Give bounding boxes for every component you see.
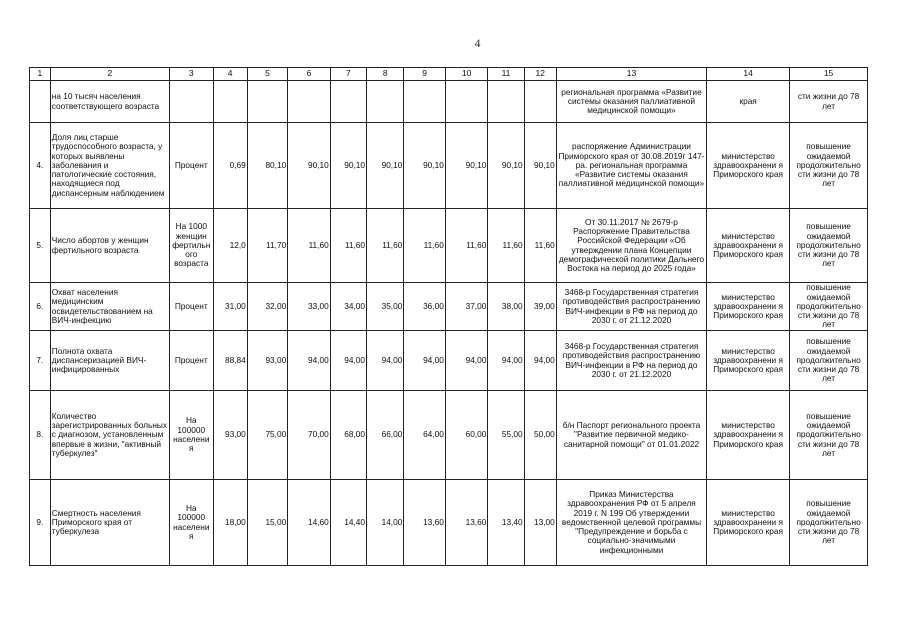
value-cell: 94,00 <box>524 331 556 391</box>
executor-cell: министерство здравоохранени я Приморского края <box>707 480 790 566</box>
indicator-name-cell: Число абортов у женщин фертильного возраста <box>50 209 169 283</box>
table-row <box>30 283 868 331</box>
value-cell: 36,00 <box>404 283 445 331</box>
indicator-name-cell: Количество зарегистрированных больных с диагнозом, установленным впервые в жизни, "активный туберкулез" <box>50 391 169 480</box>
document-cell: 3468-р Государственная стратегия противодействия распространению ВИЧ-инфекции в РФ на период до 2030 г. от 21.12.2020 <box>556 283 706 331</box>
col-header: 10 <box>445 68 488 81</box>
unit-cell <box>170 81 214 123</box>
value-cell: 11,70 <box>247 209 287 283</box>
value-cell: 50,00 <box>524 391 556 480</box>
value-cell <box>247 81 287 123</box>
indicator-name-cell: на 10 тысяч населения соответствующего возраста <box>50 81 169 123</box>
unit-cell: Процент <box>170 123 214 209</box>
col-header: 9 <box>404 68 445 81</box>
page-number: 4 <box>474 36 481 50</box>
unit-cell: Процент <box>170 331 214 391</box>
value-cell: 35,00 <box>367 283 404 331</box>
table-row <box>30 391 868 480</box>
value-cell: 11,60 <box>288 209 331 283</box>
document-cell: От 30.11.2017 № 2679-р Распоряжение Правительства Российской Федерации «Об утверждении плана Концепции демографической политики Дальнего Востока на период до 2025 года» <box>556 209 706 283</box>
document-cell: распоряжение Администрации Приморского края от 30.08.2019г 147-ра. региональная программа «Развитие системы оказания паллиативной медицинской помощи» <box>556 123 706 209</box>
row-number-cell <box>30 81 51 123</box>
value-cell: 64,00 <box>404 391 445 480</box>
value-cell: 75,00 <box>247 391 287 480</box>
indicator-name-cell: Смертность населения Приморского края от туберкулеза <box>50 480 169 566</box>
value-cell: 90,10 <box>488 123 524 209</box>
value-cell: 66,00 <box>367 391 404 480</box>
document-cell: региональная программа «Развитие системы оказания паллиативной медицинской помощи» <box>556 81 706 123</box>
table-row <box>30 480 868 566</box>
row-number-cell: 8. <box>30 391 51 480</box>
value-cell <box>404 81 445 123</box>
table-row <box>30 209 868 283</box>
value-cell <box>445 81 488 123</box>
unit-cell: Процент <box>170 283 214 331</box>
executor-cell: министерство здравоохранени я Приморского края <box>707 391 790 480</box>
col-header: 13 <box>556 68 706 81</box>
table-row <box>30 123 868 209</box>
indicator-name-cell: Доля лиц старше трудоспособного возраста, у которых выявлены заболевания и патологические состояния, находящиеся под диспансерным наблюдением <box>50 123 169 209</box>
executor-cell: министерство здравоохранени я Приморского края <box>707 283 790 331</box>
result-cell: повышение ожидаемой продолжительно сти жизни до 78 лет <box>790 391 868 480</box>
col-header: 14 <box>707 68 790 81</box>
value-cell: 90,10 <box>404 123 445 209</box>
unit-cell: На 100000 населени я <box>170 391 214 480</box>
col-header: 12 <box>524 68 556 81</box>
col-header: 4 <box>213 68 247 81</box>
value-cell: 93,00 <box>213 391 247 480</box>
value-cell: 55,00 <box>488 391 524 480</box>
result-cell: повышение ожидаемой продолжительно сти жизни до 78 лет <box>790 283 868 331</box>
col-header: 1 <box>30 68 51 81</box>
value-cell: 94,00 <box>367 331 404 391</box>
value-cell: 94,00 <box>488 331 524 391</box>
value-cell: 94,00 <box>445 331 488 391</box>
value-cell: 32,00 <box>247 283 287 331</box>
value-cell: 13,60 <box>404 480 445 566</box>
result-cell: повышение ожидаемой продолжительно сти жизни до 78 лет <box>790 480 868 566</box>
value-cell: 94,00 <box>330 331 366 391</box>
result-cell: повышение ожидаемой продолжительно сти жизни до 78 лет <box>790 209 868 283</box>
value-cell: 13,00 <box>524 480 556 566</box>
value-cell <box>288 81 331 123</box>
value-cell: 11,60 <box>524 209 556 283</box>
table-row <box>30 81 868 123</box>
executor-cell: министерство здравоохранени я Приморского края <box>707 209 790 283</box>
col-header: 15 <box>790 68 868 81</box>
document-cell: б/н Паспорт регионального проекта "Развитие первичной медико-санитарной помощи" от 01.01.2022 <box>556 391 706 480</box>
indicator-name-cell: Полнота охвата диспансеризацией ВИЧ-инфицированных <box>50 331 169 391</box>
value-cell: 38,00 <box>488 283 524 331</box>
value-cell <box>367 81 404 123</box>
row-number-cell: 5. <box>30 209 51 283</box>
value-cell: 60,00 <box>445 391 488 480</box>
value-cell: 13,40 <box>488 480 524 566</box>
row-number-cell: 7. <box>30 331 51 391</box>
value-cell: 68,00 <box>330 391 366 480</box>
value-cell: 13,60 <box>445 480 488 566</box>
unit-cell: На 1000 женщин фертильн ого возраста <box>170 209 214 283</box>
value-cell: 70,00 <box>288 391 331 480</box>
unit-cell: На 100000 населени я <box>170 480 214 566</box>
col-header: 2 <box>50 68 169 81</box>
value-cell: 90,10 <box>445 123 488 209</box>
value-cell: 93,00 <box>247 331 287 391</box>
value-cell: 34,00 <box>330 283 366 331</box>
indicator-name-cell: Охват населения медицинским освидетельствованием на ВИЧ-инфекцию <box>50 283 169 331</box>
value-cell: 14,60 <box>288 480 331 566</box>
value-cell: 12,0 <box>213 209 247 283</box>
col-header: 6 <box>288 68 331 81</box>
result-cell: сти жизни до 78 лет <box>790 81 868 123</box>
value-cell: 11,60 <box>330 209 366 283</box>
value-cell <box>330 81 366 123</box>
value-cell: 11,60 <box>488 209 524 283</box>
value-cell: 14,00 <box>367 480 404 566</box>
value-cell: 11,60 <box>404 209 445 283</box>
row-number-cell: 9. <box>30 480 51 566</box>
value-cell: 94,00 <box>404 331 445 391</box>
executor-cell: министерство здравоохранени я Приморского края <box>707 331 790 391</box>
value-cell: 39,00 <box>524 283 556 331</box>
value-cell: 15,00 <box>247 480 287 566</box>
col-header: 3 <box>170 68 214 81</box>
col-header: 11 <box>488 68 524 81</box>
value-cell <box>213 81 247 123</box>
executor-cell: края <box>707 81 790 123</box>
header-row <box>30 68 868 81</box>
value-cell: 88,84 <box>213 331 247 391</box>
row-number-cell: 4. <box>30 123 51 209</box>
value-cell: 90,10 <box>330 123 366 209</box>
table-body <box>30 68 868 566</box>
executor-cell: министерство здравоохранени я Приморского края <box>707 123 790 209</box>
col-header: 8 <box>367 68 404 81</box>
value-cell: 90,10 <box>367 123 404 209</box>
document-cell: Приказ Министерства здравоохранения РФ от 5 апреля 2019 г. N 199 Об утверждении ведомственной целевой программы "Предупреждение и борьба с социально-значимыми инфекционными <box>556 480 706 566</box>
value-cell: 80,10 <box>247 123 287 209</box>
value-cell: 90,10 <box>288 123 331 209</box>
value-cell: 11,60 <box>367 209 404 283</box>
value-cell: 90,10 <box>524 123 556 209</box>
value-cell: 0,69 <box>213 123 247 209</box>
document-cell: 3468-р Государственная стратегия противодействия распространению ВИЧ-инфекции в РФ на период до 2030 г. от 21.12.2020 <box>556 331 706 391</box>
value-cell: 37,00 <box>445 283 488 331</box>
value-cell: 33,00 <box>288 283 331 331</box>
value-cell <box>488 81 524 123</box>
result-cell: повышение ожидаемой продолжительно сти жизни до 78 лет <box>790 331 868 391</box>
value-cell <box>524 81 556 123</box>
value-cell: 14,40 <box>330 480 366 566</box>
result-cell: повышение ожидаемой продолжительно сти жизни до 78 лет <box>790 123 868 209</box>
col-header: 7 <box>330 68 366 81</box>
row-number-cell: 6. <box>30 283 51 331</box>
col-header: 5 <box>247 68 287 81</box>
table-row <box>30 331 868 391</box>
indicators-table <box>29 67 868 566</box>
value-cell: 18,00 <box>213 480 247 566</box>
value-cell: 94,00 <box>288 331 331 391</box>
value-cell: 31,00 <box>213 283 247 331</box>
value-cell: 11,60 <box>445 209 488 283</box>
